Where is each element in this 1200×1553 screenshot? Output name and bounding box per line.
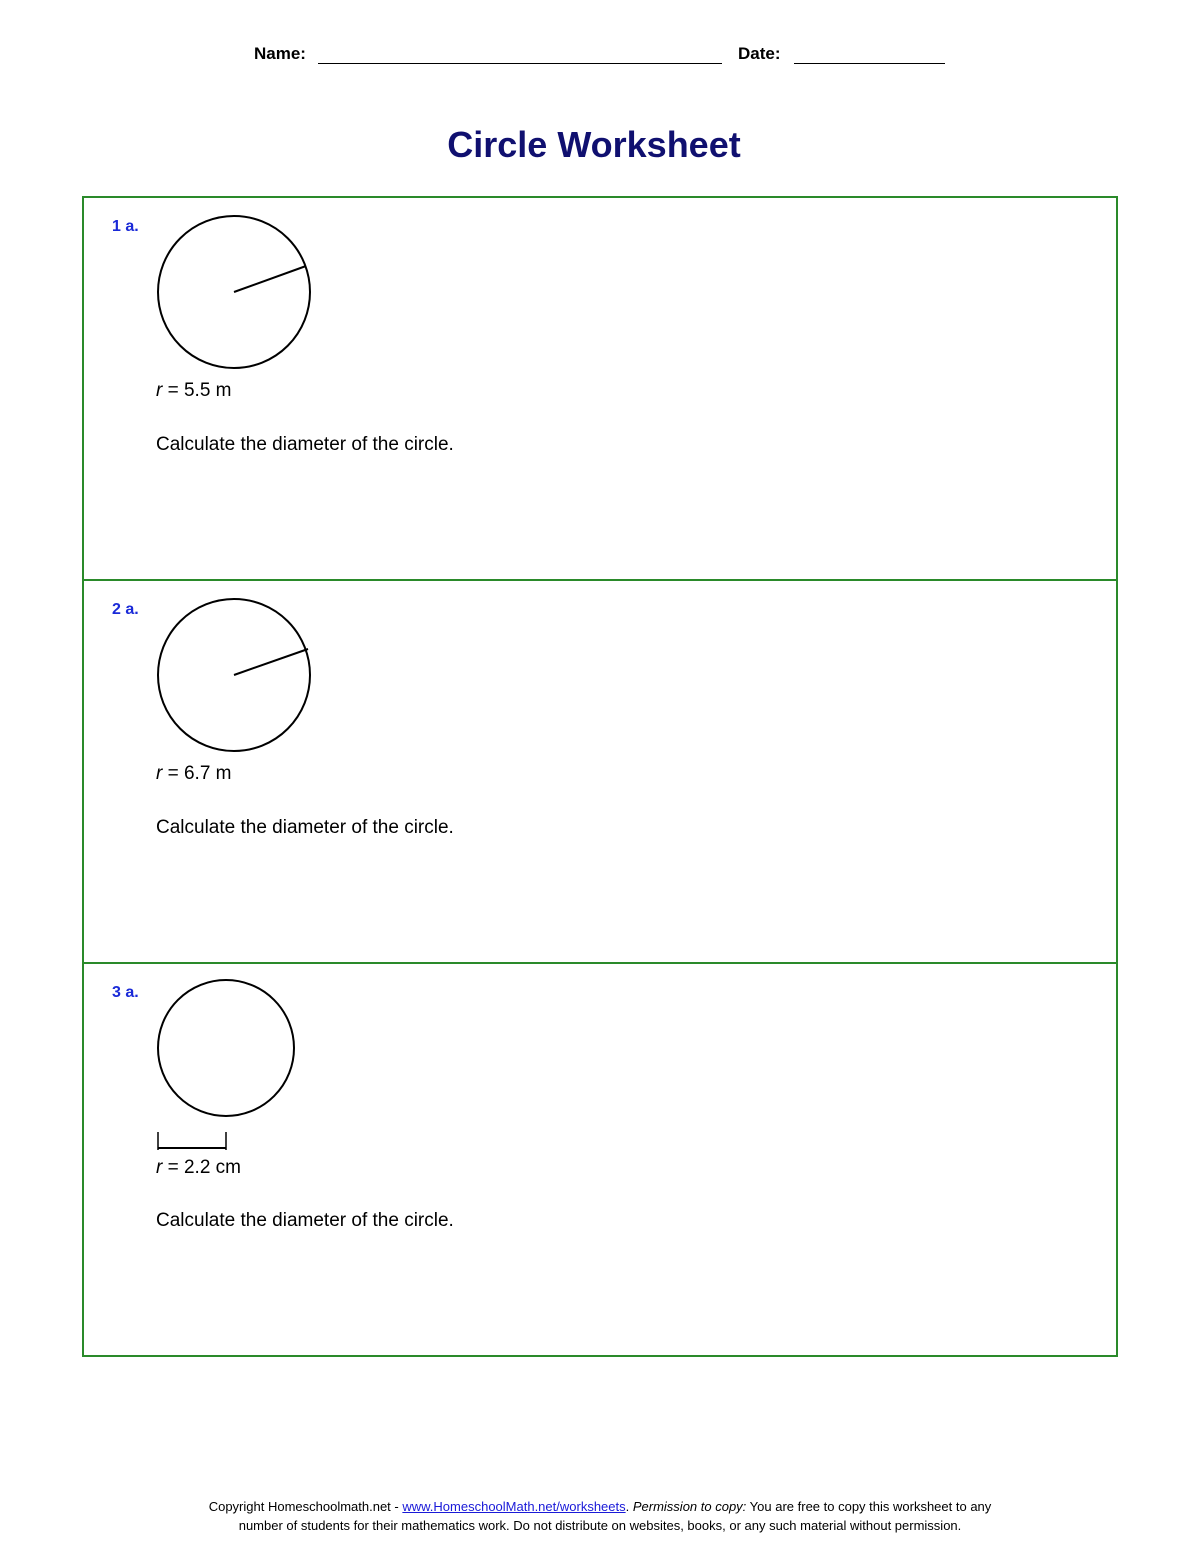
name-label: Name: [254,44,306,63]
permission-label: Permission to copy: [632,1499,747,1514]
name-blank-line[interactable] [318,63,722,64]
equals-sign: = [162,763,184,784]
radius-value: 5.5 m [183,380,232,401]
permission-text: You are free to copy this worksheet to any [746,1499,992,1514]
radius-value: 2.2 cm [183,1157,242,1178]
problem-1 [84,198,1116,579]
copyright-text: Copyright Homeschoolmath.net - [208,1499,403,1514]
equals-sign: = [162,380,184,401]
footer [0,1497,1200,1535]
circle-figure [152,212,312,372]
footer-line-1 [0,1497,1200,1516]
radius-label [156,763,232,785]
equals-sign: = [162,1157,184,1178]
problem-2 [84,579,1116,962]
problem-3 [84,962,1116,1353]
circle-figure [152,595,312,755]
problem-number: 3 a. [112,984,139,1001]
circle-figure [152,978,312,1168]
problem-prompt: Calculate the diameter of the circle. [156,434,454,455]
circle-shape [158,980,294,1116]
footer-punct: . [625,1499,633,1514]
radius-value: 6.7 m [183,763,232,784]
radius-label [156,1157,241,1179]
radius-line [234,649,308,675]
page-title: Circle Worksheet [447,124,741,165]
problem-number: 2 a. [112,601,139,618]
date-blank-line[interactable] [794,63,945,64]
worksheet-box [82,196,1118,1357]
problem-prompt: Calculate the diameter of the circle. [156,817,454,838]
radius-variable: r [156,1157,163,1178]
footer-line-2: number of students for their mathematics work. Do not distribute on websites, books, or any such material without permission. [238,1518,962,1533]
date-label: Date: [738,44,781,63]
problem-number: 1 a. [112,218,139,235]
radius-scale-bar [158,1132,226,1150]
radius-variable: r [156,380,163,401]
header-row [0,44,1200,70]
radius-label [156,380,232,402]
radius-line [234,266,306,292]
radius-variable: r [156,763,163,784]
worksheets-link[interactable]: www.HomeschoolMath.net/worksheets [402,1499,626,1514]
problem-prompt: Calculate the diameter of the circle. [156,1210,454,1231]
